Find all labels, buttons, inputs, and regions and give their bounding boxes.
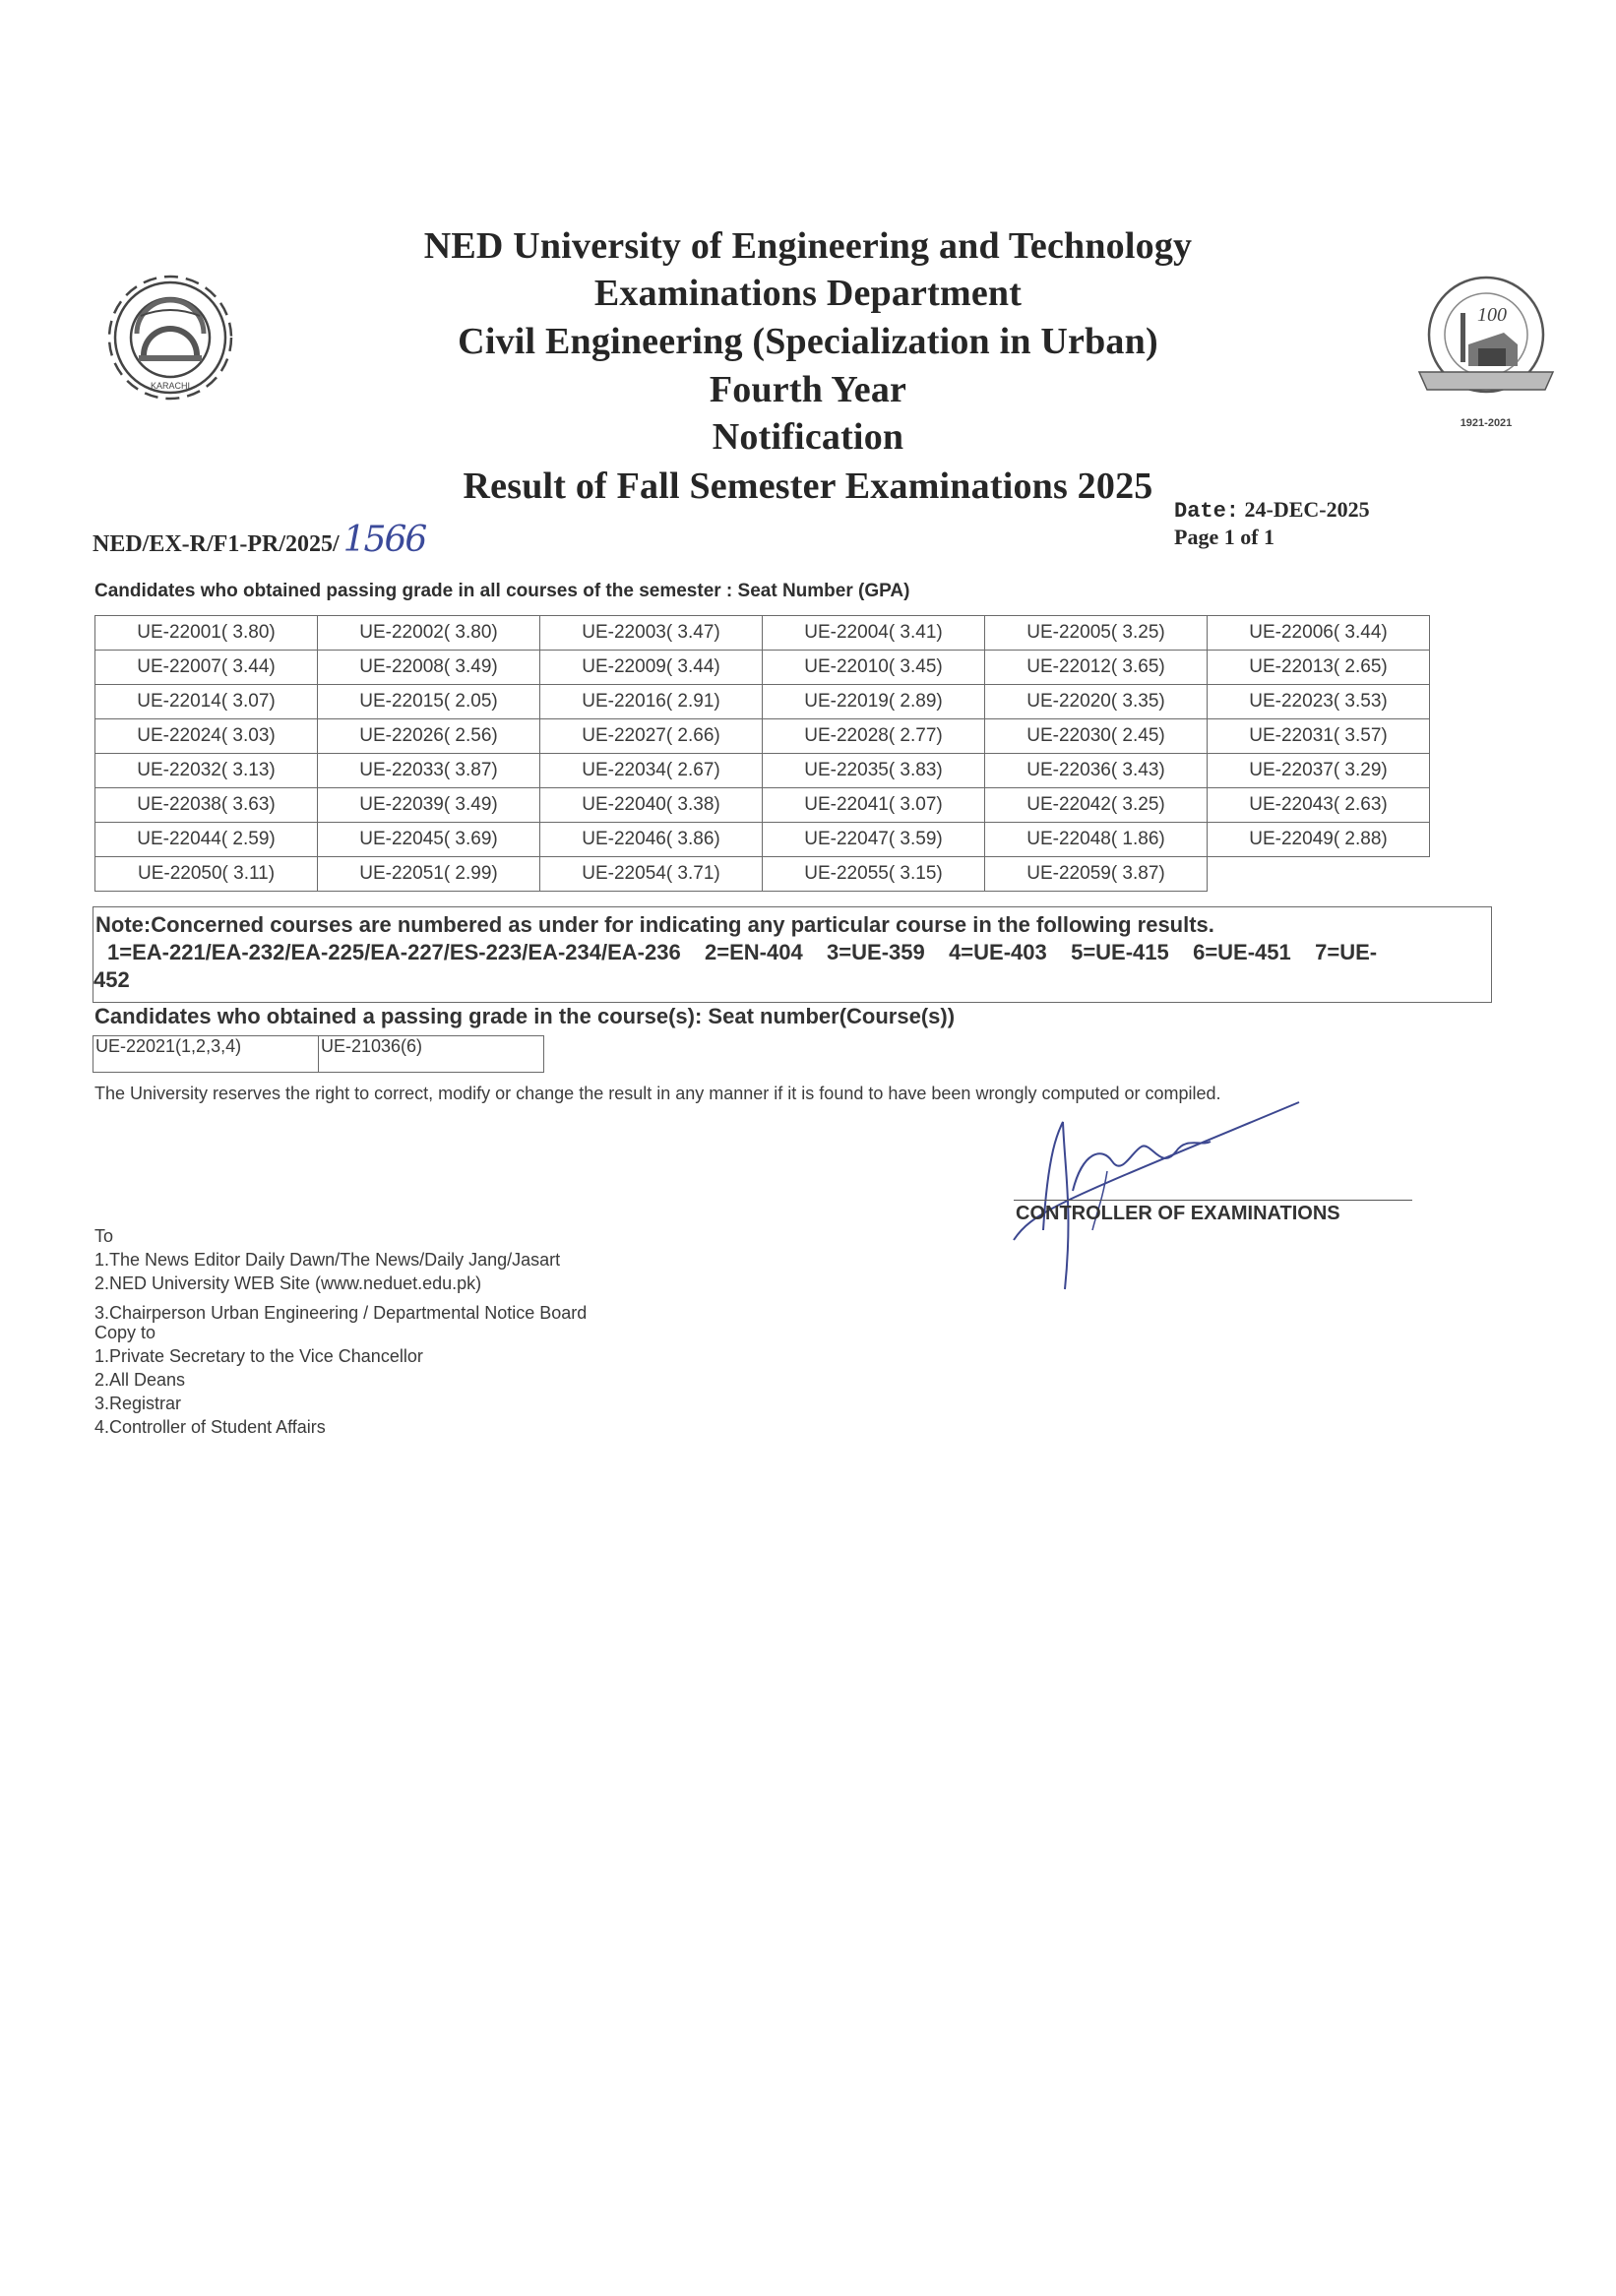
date-block [1174, 497, 1370, 550]
seat-gpa-cell: UE-22005( 3.25) [985, 616, 1208, 651]
seat-gpa-cell: UE-22054( 3.71) [540, 857, 763, 892]
seat-gpa-cell: UE-22008( 3.49) [318, 651, 540, 685]
table-row [95, 616, 1430, 651]
table-row [95, 857, 1430, 892]
controller-title: CONTROLLER OF EXAMINATIONS [1016, 1203, 1340, 1224]
seat-gpa-cell: UE-22039( 3.49) [318, 788, 540, 823]
reference-handwritten: 1566 [342, 520, 426, 560]
seat-gpa-cell: UE-22007( 3.44) [95, 651, 318, 685]
table-row [95, 823, 1430, 857]
to-item: 2.NED University WEB Site (www.neduet.edu.pk) [94, 1273, 482, 1293]
table-row [95, 651, 1430, 685]
to-label: To [94, 1226, 114, 1246]
note-line-3: 452 [93, 967, 130, 992]
seat-gpa-cell: UE-22041( 3.07) [763, 788, 985, 823]
passed-all-title: Candidates who obtained passing grade in all courses of the semester : Seat Number (GPA) [94, 581, 910, 601]
seat-gpa-cell: UE-22020( 3.35) [985, 685, 1208, 719]
note-line-1: Note:Concerned courses are numbered as under for indicating any particular course in the following results. [95, 912, 1214, 937]
passed-courses-table [93, 1035, 544, 1073]
seat-gpa-cell: UE-22001( 3.80) [95, 616, 318, 651]
result-title: Result of Fall Semester Examinations 2025 [463, 465, 1153, 507]
program-name: Civil Engineering (Specialization in Urban) [458, 321, 1158, 362]
passed-course-entry: UE-21036(6) [319, 1036, 544, 1073]
passed-courses-title: Candidates who obtained a passing grade in the course(s): Seat number(Course(s)) [94, 1004, 956, 1028]
seat-gpa-cell: UE-22003( 3.47) [540, 616, 763, 651]
seat-gpa-cell: UE-22049( 2.88) [1208, 823, 1430, 857]
notification-label: Notification [712, 416, 904, 458]
table-row [95, 788, 1430, 823]
seat-gpa-cell: UE-22031( 3.57) [1208, 719, 1430, 754]
note-line-2: 1=EA-221/EA-232/EA-225/EA-227/ES-223/EA-234/EA-236 2=EN-404 3=UE-359 4=UE-403 5=UE-415 6=UE-451 7=UE- [107, 940, 1378, 964]
disclaimer-text: The University reserves the right to correct, modify or change the result in any manner if it is found to have been wrongly computed or compiled. [94, 1084, 1221, 1103]
seat-gpa-cell: UE-22033( 3.87) [318, 754, 540, 788]
seat-gpa-cell: UE-22012( 3.65) [985, 651, 1208, 685]
seat-gpa-cell: UE-22023( 3.53) [1208, 685, 1430, 719]
seat-gpa-cell: UE-22030( 2.45) [985, 719, 1208, 754]
seat-gpa-cell: UE-22047( 3.59) [763, 823, 985, 857]
seat-gpa-cell: UE-22019( 2.89) [763, 685, 985, 719]
seat-gpa-cell: UE-22006( 3.44) [1208, 616, 1430, 651]
reference-number [93, 520, 425, 560]
seat-gpa-cell: UE-22014( 3.07) [95, 685, 318, 719]
seat-gpa-cell: UE-22055( 3.15) [763, 857, 985, 892]
svg-text:1921-2021: 1921-2021 [1460, 417, 1513, 429]
department-name: Examinations Department [593, 273, 1023, 314]
seat-gpa-cell: UE-22044( 2.59) [95, 823, 318, 857]
table-row [95, 685, 1430, 719]
copy-item: 1.Private Secretary to the Vice Chancellor [94, 1346, 423, 1366]
svg-text:100: 100 [1477, 304, 1507, 326]
seat-gpa-cell: UE-22032( 3.13) [95, 754, 318, 788]
seat-gpa-cell: UE-22051( 2.99) [318, 857, 540, 892]
date-value: 24-DEC-2025 [1244, 497, 1370, 522]
seat-gpa-cell: UE-22013( 2.65) [1208, 651, 1430, 685]
seat-gpa-cell: UE-22028( 2.77) [763, 719, 985, 754]
seat-gpa-cell: UE-22037( 3.29) [1208, 754, 1430, 788]
seat-gpa-cell: UE-22042( 3.25) [985, 788, 1208, 823]
year-label: Fourth Year [709, 369, 907, 410]
distribution-to [94, 1224, 587, 1325]
seat-gpa-cell: UE-22045( 3.69) [318, 823, 540, 857]
table-row [95, 754, 1430, 788]
seat-gpa-cell: UE-22059( 3.87) [985, 857, 1208, 892]
seat-gpa-cell: UE-22015( 2.05) [318, 685, 540, 719]
course-note-box [93, 906, 1492, 1003]
seat-gpa-cell: UE-22010( 3.45) [763, 651, 985, 685]
page-number: Page 1 of 1 [1174, 525, 1275, 549]
seat-gpa-cell [1208, 857, 1430, 892]
seat-gpa-cell: UE-22038( 3.63) [95, 788, 318, 823]
seat-gpa-cell: UE-22043( 2.63) [1208, 788, 1430, 823]
seat-gpa-cell: UE-22024( 3.03) [95, 719, 318, 754]
seat-gpa-cell: UE-22048( 1.86) [985, 823, 1208, 857]
table-row [95, 719, 1430, 754]
signature-scribble [1004, 1092, 1329, 1309]
date-label: Date: [1174, 499, 1240, 524]
seat-gpa-cell: UE-22046( 3.86) [540, 823, 763, 857]
seat-gpa-cell: UE-22034( 2.67) [540, 754, 763, 788]
seat-gpa-cell: UE-22027( 2.66) [540, 719, 763, 754]
to-item: 3.Chairperson Urban Engineering / Departmental Notice Board [94, 1303, 588, 1323]
copy-item: 3.Registrar [94, 1394, 182, 1413]
svg-text:KARACHI: KARACHI [150, 381, 191, 391]
seat-gpa-cell: UE-22050( 3.11) [95, 857, 318, 892]
copy-item: 4.Controller of Student Affairs [94, 1417, 326, 1437]
passed-all-table [94, 615, 1430, 892]
seat-gpa-cell: UE-22035( 3.83) [763, 754, 985, 788]
copy-item: 2.All Deans [94, 1370, 186, 1390]
seat-gpa-cell: UE-22016( 2.91) [540, 685, 763, 719]
to-item: 1.The News Editor Daily Dawn/The News/Daily Jang/Jasart [94, 1250, 561, 1270]
university-name: NED University of Engineering and Technology [423, 225, 1193, 267]
seat-gpa-cell: UE-22026( 2.56) [318, 719, 540, 754]
seat-gpa-cell: UE-22004( 3.41) [763, 616, 985, 651]
signature-line [1014, 1200, 1412, 1201]
seat-gpa-cell: UE-22036( 3.43) [985, 754, 1208, 788]
distribution-copy [94, 1321, 423, 1439]
passed-course-entry: UE-22021(1,2,3,4) [93, 1036, 319, 1073]
seat-gpa-cell: UE-22040( 3.38) [540, 788, 763, 823]
reference-printed: NED/EX-R/F1-PR/2025/ [93, 531, 340, 557]
copy-label: Copy to [94, 1323, 156, 1342]
seat-gpa-cell: UE-22009( 3.44) [540, 651, 763, 685]
seat-gpa-cell: UE-22002( 3.80) [318, 616, 540, 651]
